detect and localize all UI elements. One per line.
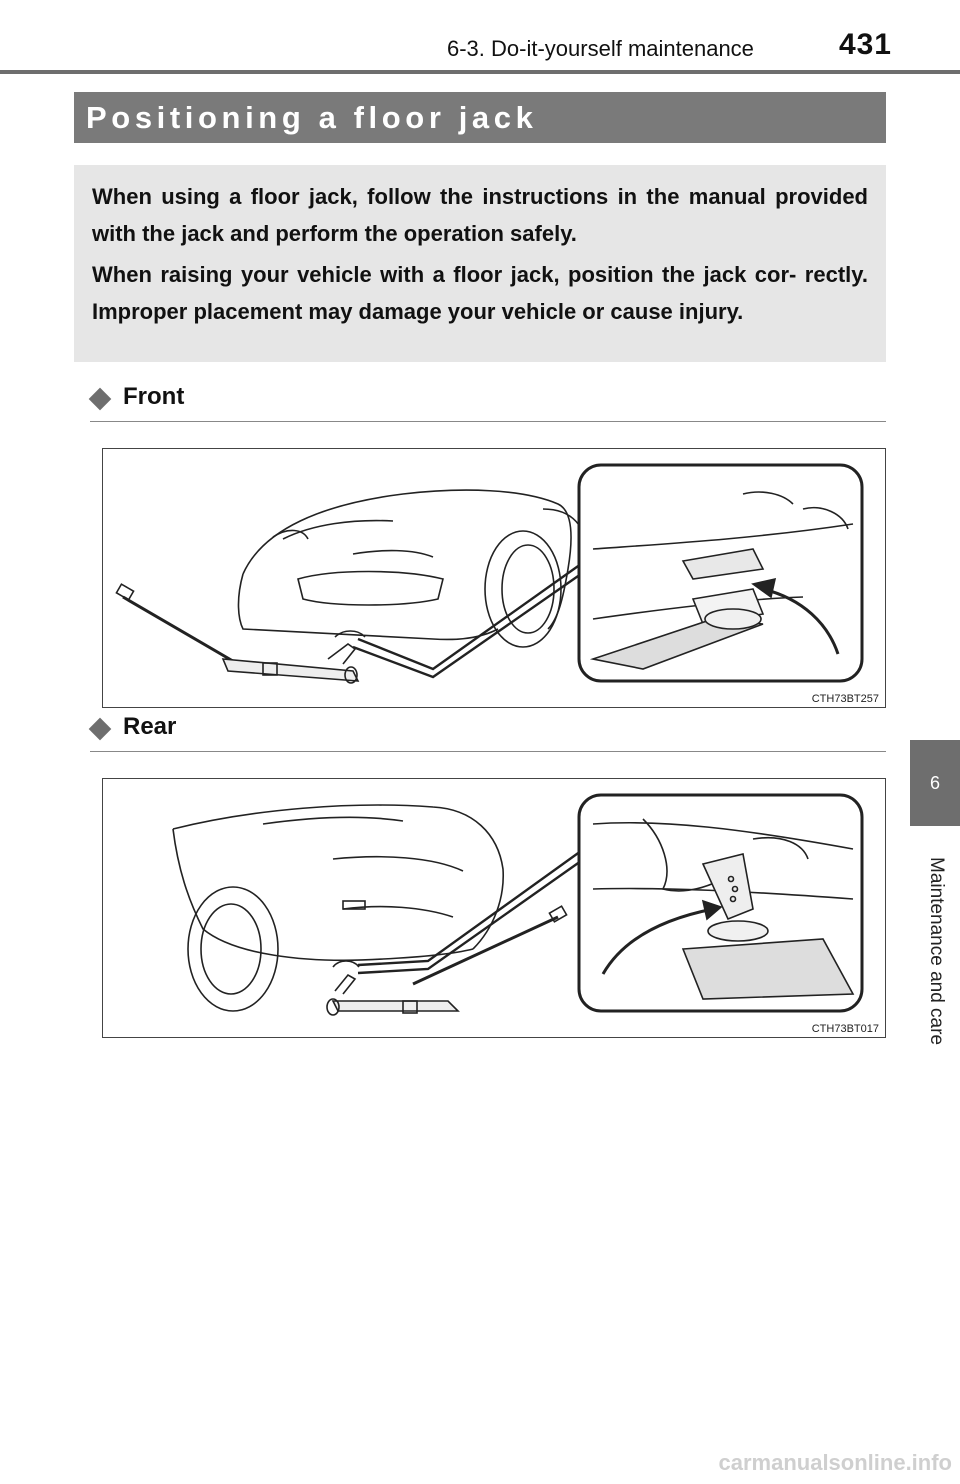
intro-paragraph-1: When using a floor jack, follow the instructions in the manual provided with the jack and perform the operation safely.	[92, 184, 868, 246]
diamond-bullet-icon	[89, 718, 112, 741]
intro-box	[74, 165, 886, 362]
chapter-number: 6	[929, 772, 940, 793]
section-title: Positioning a floor jack	[86, 99, 538, 135]
figure-rear-jack-point	[102, 778, 886, 1038]
subheading-label: Front	[123, 383, 185, 410]
intro-paragraph-2: When raising your vehicle with a floor jack, position the jack cor- rectly. Improper placement may damage your vehicle or cause injury.	[92, 262, 868, 324]
figure-code: CTH73BT257	[811, 693, 879, 705]
subheading-label: Rear	[123, 713, 177, 740]
chapter-title: Maintenance and care	[926, 856, 948, 1046]
section-title-bar	[74, 92, 886, 143]
header-divider	[0, 70, 960, 74]
subheading-rear	[90, 713, 886, 752]
figure-front-jack-point	[102, 448, 886, 708]
figure-code: CTH73BT017	[811, 1023, 879, 1035]
subheading-front	[90, 383, 886, 422]
diamond-bullet-icon	[89, 388, 112, 411]
rear-jack-illustration	[103, 779, 886, 1038]
page-number: 431	[838, 28, 892, 61]
watermark: carmanualsonline.info	[718, 1450, 952, 1475]
front-jack-illustration	[103, 449, 886, 708]
chapter-title-vertical	[912, 836, 960, 1066]
chapter-tab[interactable]	[910, 740, 960, 826]
running-header-section: 6-3. Do-it-yourself maintenance	[447, 36, 754, 61]
